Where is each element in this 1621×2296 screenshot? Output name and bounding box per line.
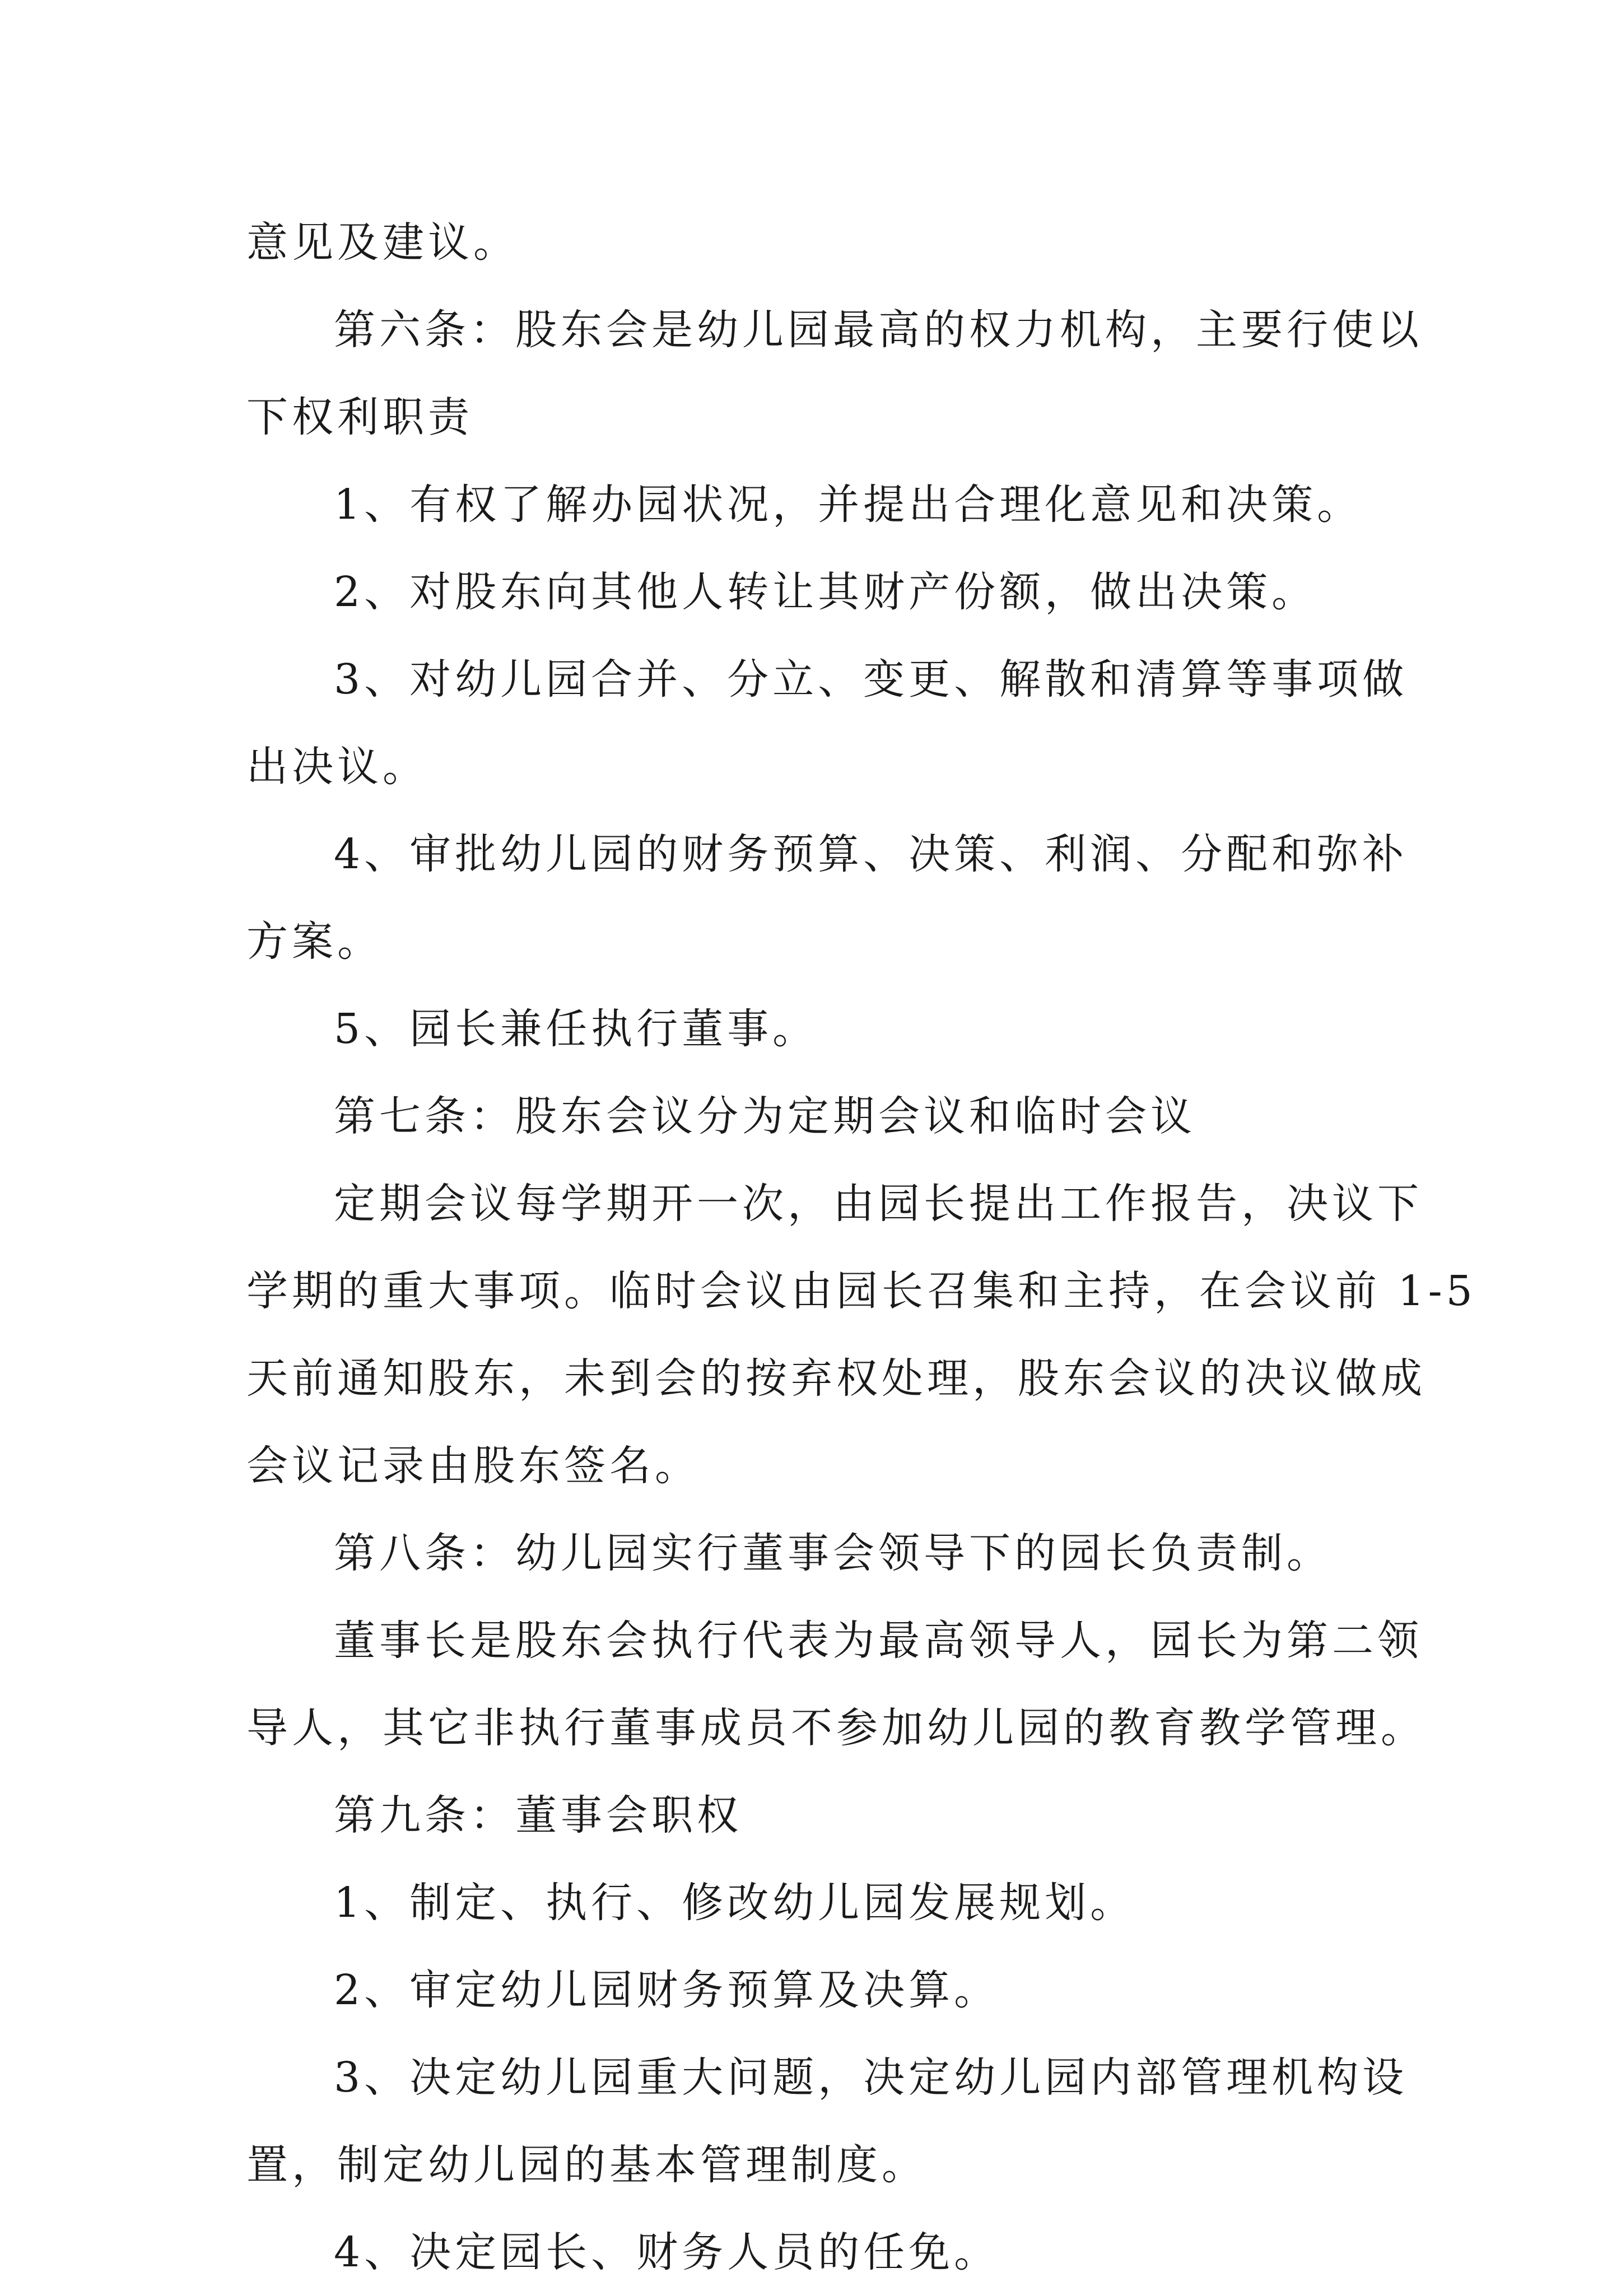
text-line: 会议记录由股东签名。 (246, 1442, 700, 1490)
list-item: 5、园长兼任执行董事。 (334, 1005, 818, 1053)
text-line: 出决议。 (246, 743, 428, 791)
text-line: 置，制定幼儿园的基本管理制度。 (246, 2141, 927, 2189)
article-6-heading: 第六条：股东会是幼儿园最高的权力机构，主要行使以 (334, 306, 1423, 354)
list-item: 3、决定幼儿园重大问题，决定幼儿园内部管理机构设 (334, 2053, 1408, 2102)
article-9-heading: 第九条：董事会职权 (334, 1791, 742, 1839)
text-line: 下权利职责 (246, 393, 473, 441)
text-line: 意见及建议。 (246, 218, 519, 267)
list-item: 4、决定园长、财务人员的任免。 (334, 2228, 1000, 2276)
list-item: 1、有权了解办园状况，并提出合理化意见和决策。 (334, 481, 1363, 529)
list-item: 4、审批幼儿园的财务预算、决策、利润、分配和弥补 (334, 830, 1408, 878)
text-line: 导人，其它非执行董事成员不参加幼儿园的教育教学管理。 (246, 1704, 1426, 1752)
list-item: 2、审定幼儿园财务预算及决算。 (334, 1966, 1000, 2014)
article-7-heading: 第七条：股东会议分为定期会议和临时会议 (334, 1092, 1196, 1140)
paragraph-line: 董事长是股东会执行代表为最高领导人，园长为第二领 (334, 1617, 1423, 1665)
text-line: 方案。 (246, 918, 383, 966)
list-item: 3、对幼儿园合并、分立、变更、解散和清算等事项做 (334, 655, 1408, 704)
text-line: 学期的重大事项。临时会议由园长召集和主持，在会议前 1-5 (246, 1267, 1476, 1315)
text-line: 天前通知股东，未到会的按弃权处理，股东会议的决议做成 (246, 1354, 1426, 1403)
paragraph-line: 定期会议每学期开一次，由园长提出工作报告，决议下 (334, 1180, 1423, 1228)
document-body (246, 199, 1476, 2296)
list-item: 2、对股东向其他人转让其财产份额，做出决策。 (334, 568, 1317, 616)
list-item: 1、制定、执行、修改幼儿园发展规划。 (334, 1879, 1136, 1927)
article-8-heading: 第八条：幼儿园实行董事会领导下的园长负责制。 (334, 1529, 1332, 1577)
